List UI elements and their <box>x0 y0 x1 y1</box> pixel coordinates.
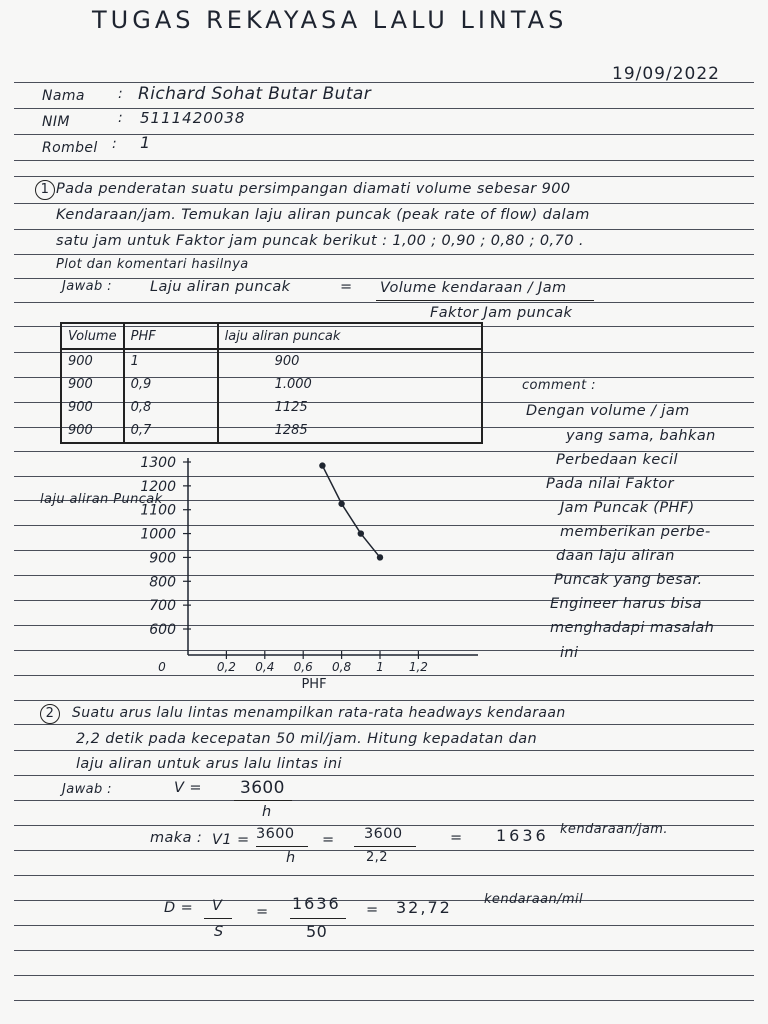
eq2-prefix: maka : <box>150 830 203 846</box>
formula-numerator: Volume kendaraan / Jam <box>380 280 567 296</box>
question-2-line-3: laju aliran untuk arus lalu lintas ini <box>76 756 342 772</box>
table-cell: 900 <box>61 349 124 373</box>
eq1-fraction-bar <box>234 800 292 801</box>
data-point <box>358 530 364 536</box>
formula-equals: = <box>340 279 353 295</box>
question-1-number: 1 <box>35 180 55 200</box>
comment-line: Perbedaan kecil <box>556 452 678 468</box>
eq2-numerator-2: 3600 <box>364 826 403 842</box>
field-value-nim: 5111420038 <box>140 109 246 127</box>
data-point <box>377 554 383 560</box>
question-2-line-1: Suatu arus lalu lintas menampilkan rata-rata headways kendaraan <box>72 705 566 721</box>
formula-denominator: Faktor Jam puncak <box>430 305 573 321</box>
field-value-rombel: 1 <box>140 133 151 152</box>
table-cell: 0,9 <box>124 373 218 396</box>
eq3-numerator: V <box>212 898 223 914</box>
eq3-equals: = <box>256 904 269 920</box>
comment-line: yang sama, bahkan <box>566 428 716 444</box>
eq3-denominator-2: 50 <box>306 922 328 941</box>
table-header: PHF <box>124 323 218 349</box>
table-cell: 0,7 <box>124 419 218 443</box>
comment-line: ini <box>560 645 579 661</box>
table-header: laju aliran puncak <box>218 323 482 349</box>
eq3-numerator-2: 1636 <box>292 894 341 913</box>
x-tick-label: 0,2 <box>216 660 236 674</box>
question-2-line-2: 2,2 detik pada kecepatan 50 mil/jam. Hitung kepadatan dan <box>76 731 538 747</box>
eq2-result: 1636 <box>496 826 549 845</box>
question-1-line-4: Plot dan komentari hasilnya <box>56 257 249 272</box>
comment-line: Puncak yang besar. <box>554 572 703 588</box>
data-point <box>338 501 344 507</box>
eq1-denominator: h <box>262 804 272 820</box>
eq2-denominator: h <box>286 850 296 866</box>
x-tick-label: 0,8 <box>332 660 352 674</box>
y-tick-label: 1100 <box>140 502 176 519</box>
table-cell: 900 <box>61 419 124 443</box>
comment-line: menghadapi masalah <box>550 620 715 636</box>
eq2-fraction-bar <box>256 846 308 847</box>
y-tick-label: 800 <box>149 574 176 591</box>
y-tick-label: 1000 <box>140 526 176 543</box>
table-cell: 1125 <box>274 400 308 415</box>
table-cell: 1 <box>124 349 218 373</box>
eq3-lhs: D = <box>164 900 194 916</box>
table-cell: 1.000 <box>274 377 312 392</box>
comment-line: Pada nilai Faktor <box>546 476 675 492</box>
question-1-line-3: satu jam untuk Faktor jam puncak berikut : 1,00 ; 0,90 ; 0,80 ; 0,70 . <box>56 233 584 249</box>
question-1-line-2: Kendaraan/jam. Temukan laju aliran puncak (peak rate of flow) dalam <box>56 207 590 223</box>
table-cell: 900 <box>274 354 300 369</box>
field-label-nim: NIM <box>42 114 70 130</box>
y-tick-label: 1200 <box>140 478 176 495</box>
comment-title: comment : <box>522 378 596 393</box>
question-1-line-1: Pada penderatan suatu persimpangan diamati volume sebesar 900 <box>56 181 571 197</box>
y-tick-label: 900 <box>149 550 176 567</box>
field-label-nama: Nama <box>42 88 85 104</box>
comment-line: daan laju aliran <box>556 548 675 564</box>
eq2-unit: kendaraan/jam. <box>560 822 668 837</box>
x-tick-label: 0 <box>158 660 166 674</box>
y-tick-label: 700 <box>149 598 176 615</box>
question-2-number: 2 <box>40 704 60 724</box>
eq3-denominator: S <box>214 924 224 940</box>
eq1-numerator: 3600 <box>240 778 285 798</box>
eq3-unit: kendaraan/mil <box>484 892 583 907</box>
eq2-fraction-bar-2 <box>354 846 416 847</box>
y-axis-label: laju aliran Puncak <box>40 492 163 507</box>
comment-line: Engineer harus bisa <box>550 596 702 612</box>
x-tick-label: 0,4 <box>255 660 275 674</box>
x-axis-label: PHF <box>301 677 327 692</box>
table-header: Volume <box>61 323 124 349</box>
date: 19/09/2022 <box>612 64 720 84</box>
eq2-denominator-2: 2,2 <box>366 850 388 865</box>
x-tick-label: 1 <box>376 660 384 674</box>
answer-label-1: Jawab : <box>62 279 112 294</box>
series-line <box>322 466 380 558</box>
comment-line: Dengan volume / jam <box>526 403 690 419</box>
table-cell: 900 <box>61 396 124 419</box>
eq3-fraction-bar <box>204 918 232 919</box>
x-tick-label: 1,2 <box>408 660 428 674</box>
eq2-lhs: V1 = <box>212 832 250 848</box>
eq3-result: 32,72 <box>396 898 452 917</box>
field-separator: : <box>118 86 124 102</box>
field-label-rombel: Rombel <box>42 140 98 156</box>
y-tick-label: 1300 <box>140 455 176 471</box>
page-title: TUGAS REKAYASA LALU LINTAS <box>92 6 568 34</box>
eq2-equals: = <box>322 832 335 848</box>
comment-line: memberikan perbe- <box>560 524 711 540</box>
answer-label-2: Jawab : <box>62 782 112 797</box>
y-tick-label: 600 <box>149 622 176 638</box>
eq3-equals-2: = <box>366 902 379 918</box>
table-cell: 900 <box>61 373 124 396</box>
eq2-numerator: 3600 <box>256 826 295 842</box>
table-cell: 0,8 <box>124 396 218 419</box>
eq1-lhs: V = <box>174 780 202 796</box>
field-value-nama: Richard Sohat Butar Butar <box>138 84 372 104</box>
eq3-fraction-bar-2 <box>290 918 346 919</box>
eq2-equals-2: = <box>450 830 463 846</box>
table-cell: 1285 <box>274 423 308 438</box>
field-separator: : <box>118 110 124 126</box>
comment-line: Jam Puncak (PHF) <box>560 500 695 516</box>
formula-left: Laju aliran puncak <box>150 279 291 295</box>
data-point <box>319 462 325 468</box>
field-separator: : <box>112 136 118 152</box>
x-tick-label: 0,6 <box>293 660 313 674</box>
